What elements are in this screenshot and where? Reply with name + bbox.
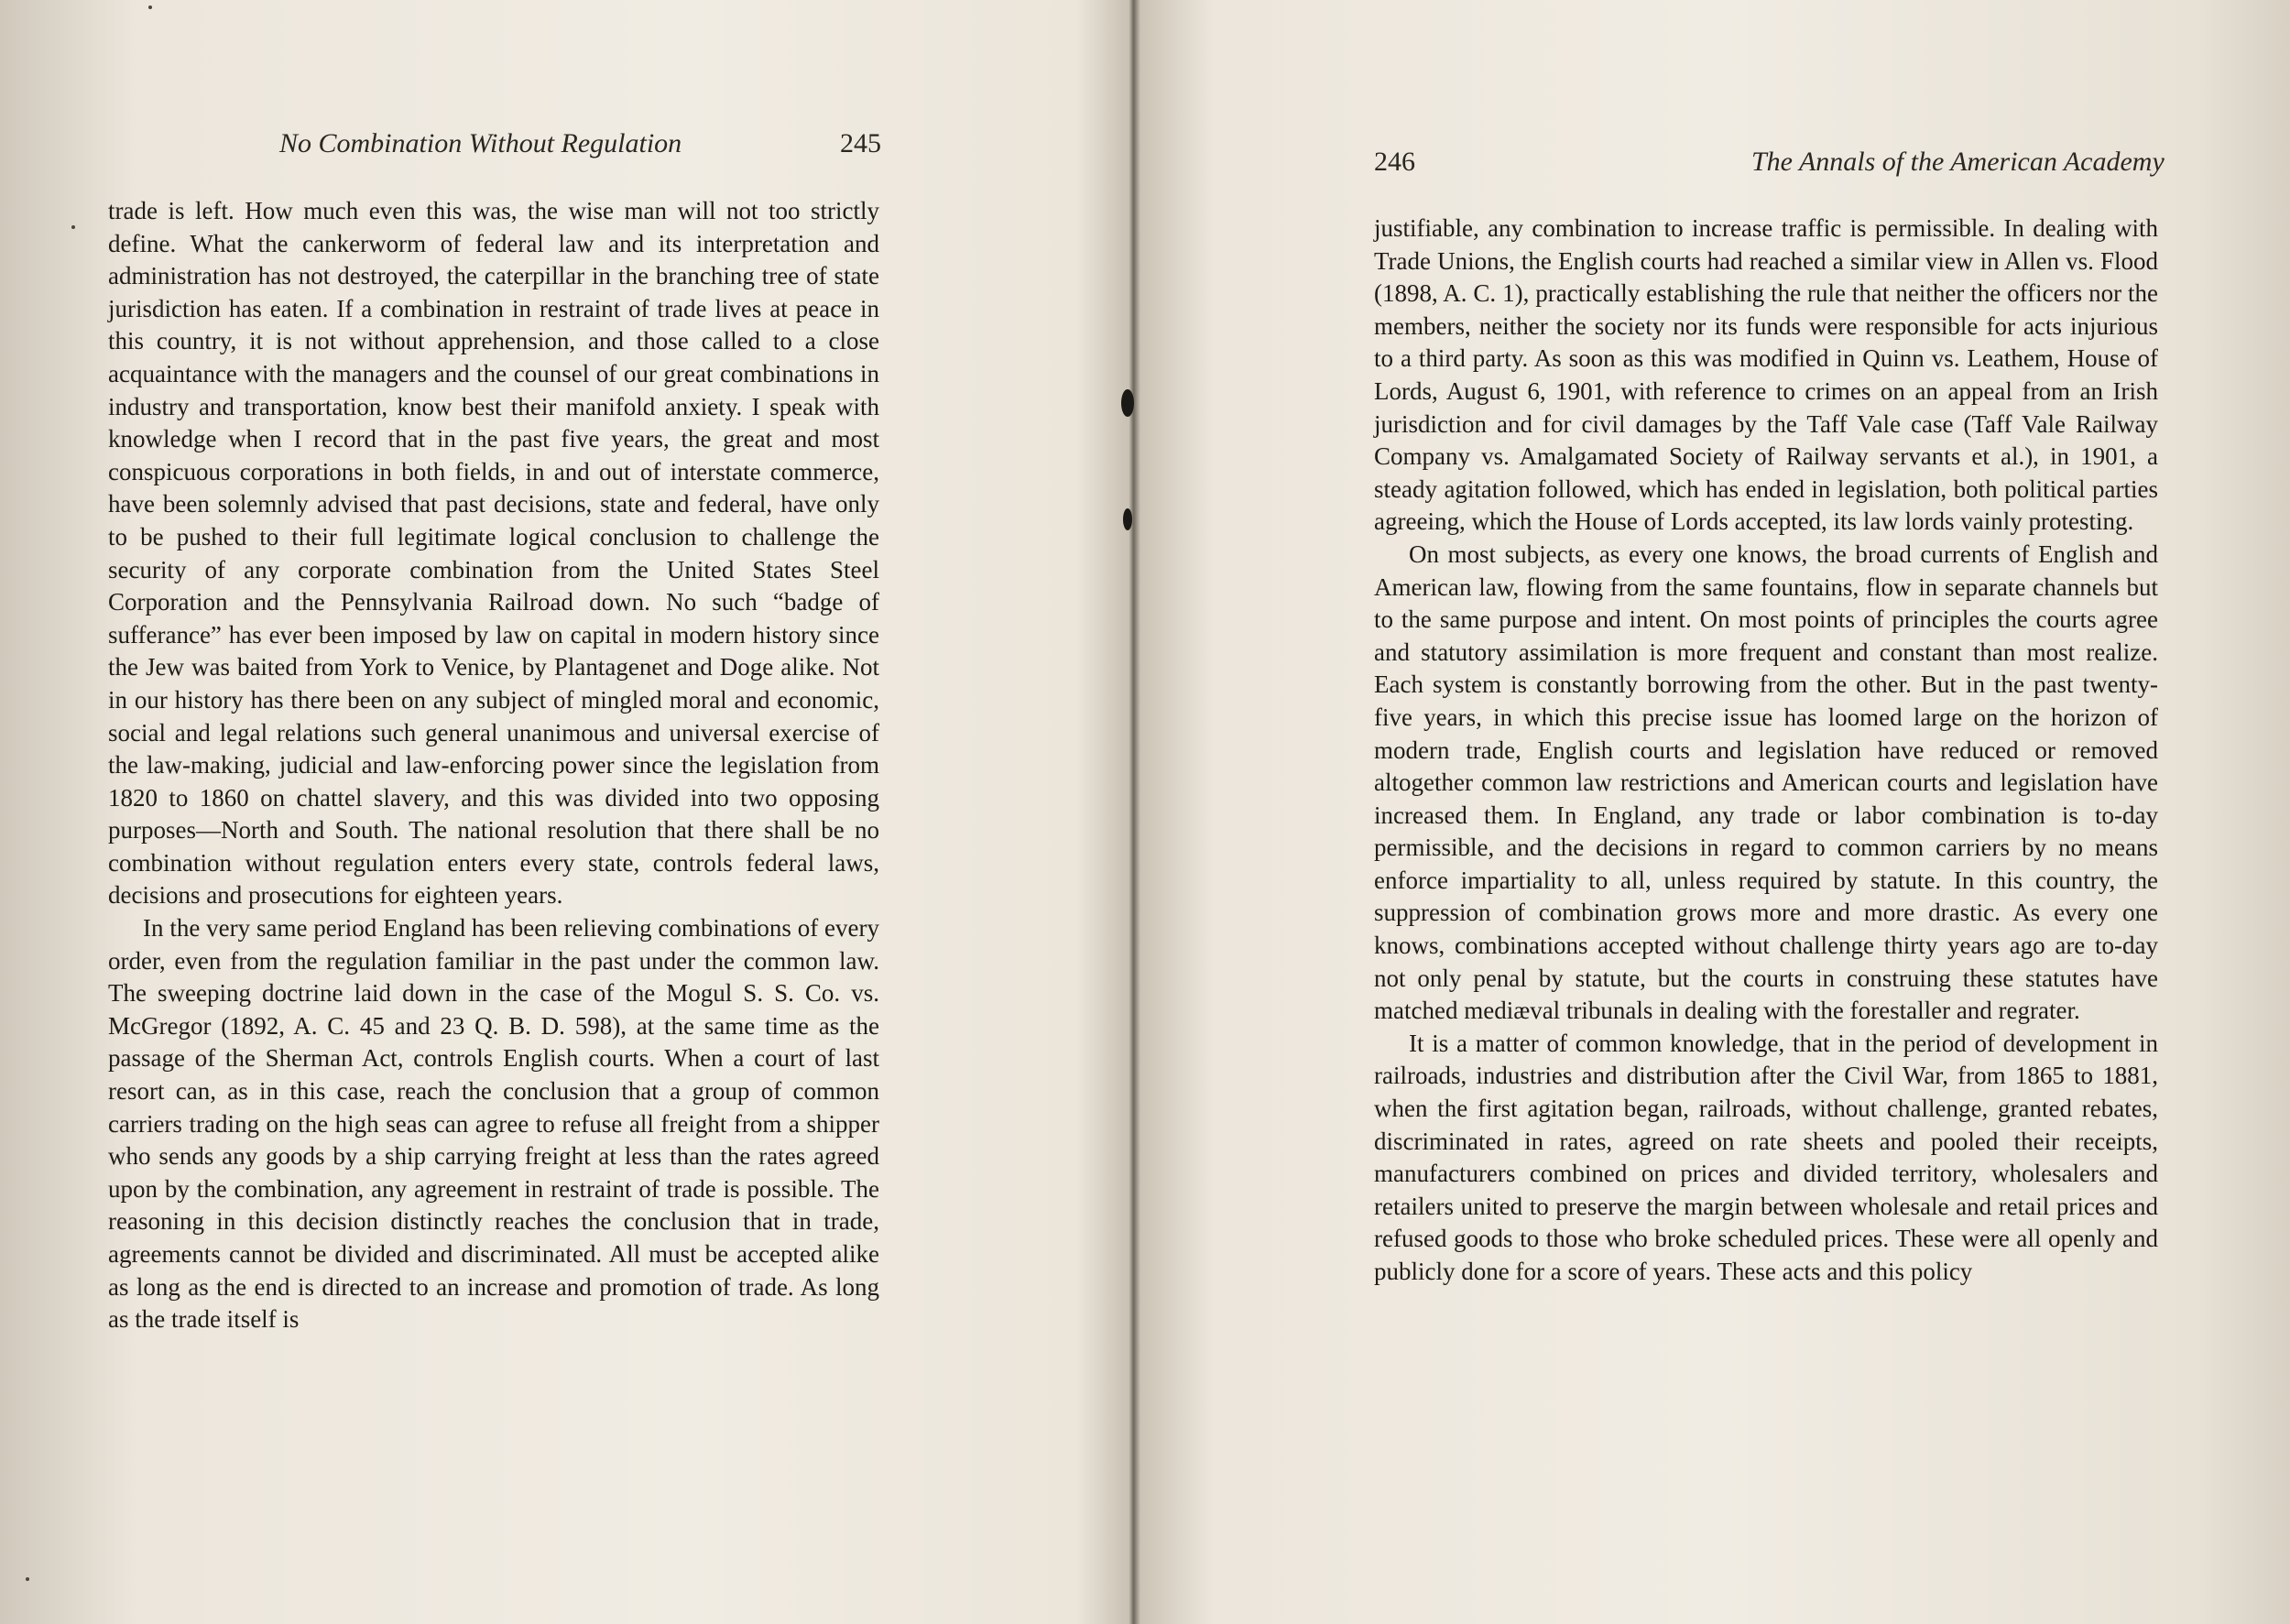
left-body-text — [108, 195, 879, 1336]
right-running-title: The Annals of the American Academy — [1751, 147, 2165, 177]
right-paragraph-2: On most subjects, as every one knows, the broad currents of English and American law, flowing from the same fountains, flow in separate channels but to the same purpose and intent. On most points of principles the courts agree and statutory assimilation is more frequent and constant than most realize. Each system is constantly borrowing from the other. But in the past twenty-five years, in which this precise issue has loomed large on the horizon of modern trade, English courts and legislation have reduced or removed altogether common law restrictions and American courts and legislation have increased them. In England, any trade or labor combination is to-day permissible, and the decisions in regard to common carriers by no means enforce impartiality to all, unless required by statute. In this country, the suppression of combination grows more and more drastic. As every one knows, combinations accepted without challenge thirty years ago are to-day not only penal by statute, but the courts in construing these statutes have matched mediæval tribunals in dealing with the forestaller and regrater. — [1374, 540, 2158, 1025]
paper-speck — [71, 225, 75, 229]
left-paragraph-1: trade is left. How much even this was, the wise man will not too strictly define. What the cankerworm of federal law and its interpretation and administration has not destroyed, the caterpillar in the branching tree of state jurisdiction has eaten. If a combination in restraint of trade lives at peace in this country, it is not without apprehension, and those called to a close acquaintance with the managers and the counsel of our great combinations in industry and transportation, know best their manifold anxiety. I speak with knowledge when I record that in the past five years, the great and most conspicuous corporations in both fields, in and out of interstate commerce, have been solemnly advised that past decisions, state and federal, have only to be pushed to their full legitimate logical conclusion to challenge the security of any corporate combination from the United States Steel Corporation and the Pennsylvania Railroad down. No such “badge of sufferance” has ever been imposed by law on capital in modern history since the Jew was baited from York to Venice, by Plantagenet and Doge alike. Not in our history has there been on any subject of mingled moral and economic, social and legal relations such general unanimous and universal exercise of the law-making, judicial and law-enforcing power since the legislation from 1820 to 1860 on chattel slavery, and this was divided into two opposing purposes—North and South. The national resolution that there shall be no combination without regulation enters every state, controls federal laws, decisions and prosecutions for eighteen years. — [108, 197, 879, 910]
right-paragraph-1: justifiable, any combination to increase traffic is permissible. In dealing with Trade Unions, the English courts had reached a similar view in Allen vs. Flood (1898, A. C. 1), practically establishing the rule that neither the officers nor the members, neither the society nor its funds were responsible for acts injurious to a third party. As soon as this was modified in Quinn vs. Leathem, House of Lords, August 6, 1901, with reference to crimes on an appeal from an Irish jurisdiction and for civil damages by the Taff Vale case (Taff Vale Railway Company vs. Amalgamated Society of Railway servants et al.), in 1901, a steady agitation followed, which has ended in legislation, both political parties agreeing, which the House of Lords accepted, its law lords vainly protesting. — [1374, 214, 2158, 536]
right-page-number: 246 — [1374, 147, 1415, 177]
binding-mark-lower — [1123, 508, 1132, 530]
right-page — [1134, 0, 2290, 1624]
binding-mark-upper — [1121, 389, 1134, 417]
paper-speck — [26, 1577, 29, 1581]
left-running-title: No Combination Without Regulation — [279, 128, 682, 158]
right-running-head — [1374, 147, 2198, 183]
left-page-number: 245 — [840, 128, 881, 158]
left-paragraph-2: In the very same period England has been relieving combinations of every order, even from the regulation familiar in the past under the common law. The sweeping doctrine laid down in the case of the Mogul S. S. Co. vs. McGregor (1892, A. C. 45 and 23 Q. B. D. 598), at the same time as the passage of the Sherman Act, controls English courts. When a court of last resort can, as in this case, reach the conclusion that a group of common carriers trading on the high seas can agree to refuse all freight from a shipper who sends any goods by a ship carrying freight at less than the rates agreed upon by the combination, any agreement in restraint of trade is possible. The reasoning in this decision distinctly reaches the conclusion that in trade, agreements cannot be divided and discriminated. All must be accepted alike as long as the end is directed to an increase and promotion of trade. As long as the trade itself is — [108, 914, 879, 1334]
right-body-text — [1374, 213, 2158, 1289]
paper-speck — [148, 5, 152, 9]
right-paragraph-3: It is a matter of common knowledge, that in the period of development in railroads, industries and distribution after the Civil War, from 1865 to 1881, when the first agitation began, railroads, without challenge, granted rebates, discriminated in rates, agreed on rate sheets and pooled their receipts, manufacturers combined on prices and divided territory, wholesalers and retailers united to preserve the margin between wholesale and retail prices and refused goods to those who broke scheduled prices. These were all openly and publicly done for a score of years. These acts and this policy — [1374, 1029, 2158, 1285]
left-page — [0, 0, 1134, 1624]
left-running-head — [279, 128, 902, 165]
